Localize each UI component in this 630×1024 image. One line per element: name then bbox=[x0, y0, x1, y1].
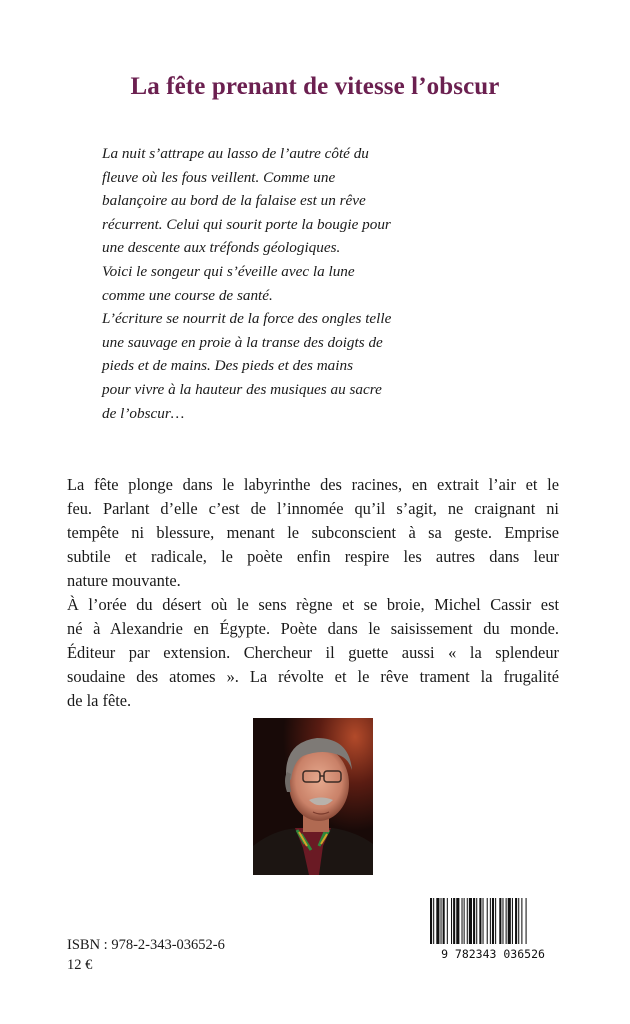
barcode-bar bbox=[467, 898, 468, 944]
barcode-bar bbox=[430, 898, 432, 944]
poem-line: pieds et de mains. Des pieds et des mains bbox=[102, 357, 353, 375]
blurb-line: Éditeur par extension. Chercheur il guette aussi « la splendeur bbox=[67, 643, 559, 662]
back-cover-blurb bbox=[67, 473, 559, 713]
poem-excerpt bbox=[102, 142, 432, 425]
barcode-bar bbox=[443, 898, 445, 944]
barcode-bar bbox=[483, 898, 484, 944]
poem-line: La nuit s’attrape au lasso de l’autre côté du bbox=[102, 145, 369, 162]
poem-line: comme une course de santé. bbox=[102, 286, 273, 304]
poem-line: de l’obscur… bbox=[102, 404, 185, 422]
blurb-line: feu. Parlant d’elle c’est de l’innomée qu’il s’agit, ne craignant ni bbox=[67, 499, 559, 518]
blurb-line: né à Alexandrie en Égypte. Poète dans le saisissement du monde. bbox=[67, 619, 559, 638]
blurb-line: soudaine des atomes ». La révolte et le rêve trament la frugalité bbox=[67, 667, 559, 686]
book-title: La fête prenant de vitesse l’obscur bbox=[130, 73, 500, 100]
poem-line: une descente aux tréfonds géologiques. bbox=[102, 239, 341, 257]
blurb-line: À l’orée du désert où le sens règne et se broie, Michel Cassir est bbox=[67, 595, 559, 614]
barcode-bar bbox=[479, 898, 481, 944]
poem-line: balançoire au bord de la falaise est un rêve bbox=[102, 192, 366, 210]
barcode-bar bbox=[502, 898, 503, 944]
barcode-bar bbox=[512, 898, 513, 944]
barcode-number: 9 782343 036526 bbox=[441, 947, 545, 960]
barcode-bar bbox=[473, 898, 475, 944]
barcode-bar bbox=[521, 898, 522, 944]
poem-line: fleuve où les fous veillent. Comme une bbox=[102, 168, 336, 186]
barcode-bar bbox=[490, 898, 491, 944]
barcode bbox=[426, 898, 560, 960]
barcode-bar bbox=[499, 898, 501, 944]
blurb-line: tempête ni blessure, menant le subconscient à sa geste. Emprise bbox=[67, 523, 559, 542]
price-text: 12 € bbox=[67, 957, 93, 973]
barcode-bar bbox=[515, 898, 517, 944]
barcode-bar bbox=[495, 898, 496, 944]
barcode-bar bbox=[469, 898, 472, 944]
poem-line: Voici le songeur qui s’éveille avec la lune bbox=[102, 262, 355, 280]
barcode-bar bbox=[451, 898, 452, 944]
barcode-bar bbox=[464, 898, 465, 944]
barcode-bar bbox=[453, 898, 455, 944]
barcode-bar bbox=[436, 898, 439, 944]
author-photo bbox=[253, 718, 373, 875]
poem-line: une sauvage en proie à la transe des doigts de bbox=[102, 333, 383, 351]
poem-line: récurrent. Celui qui sourit porte la bougie pour bbox=[102, 215, 391, 233]
barcode-bar bbox=[487, 898, 488, 944]
barcode-bar bbox=[476, 898, 477, 944]
blurb-line: de la fête. bbox=[67, 691, 132, 710]
blurb-line: La fête plonge dans le labyrinthe des racines, en extrait l’air et le bbox=[67, 475, 559, 494]
barcode-bar bbox=[441, 898, 442, 944]
blurb-line: nature mouvante. bbox=[67, 571, 181, 590]
barcode-bar bbox=[506, 898, 507, 944]
barcode-bar bbox=[462, 898, 463, 944]
barcode-bar bbox=[526, 898, 527, 944]
poem-line: pour vivre à la hauteur des musiques au sacre bbox=[102, 380, 382, 398]
poem-line: L’écriture se nourrit de la force des ongles telle bbox=[102, 310, 392, 328]
isbn-price-block bbox=[67, 935, 225, 975]
barcode-bar bbox=[508, 898, 511, 944]
barcode-bar bbox=[456, 898, 459, 944]
blurb-line: subtile et radicale, le poète enfin respire les autres dans leur bbox=[67, 547, 559, 566]
barcode-bar bbox=[433, 898, 434, 944]
barcode-bar bbox=[492, 898, 494, 944]
barcode-bar bbox=[518, 898, 519, 944]
isbn-text: ISBN : 978-2-343-03652-6 bbox=[67, 937, 225, 953]
barcode-bar bbox=[447, 898, 448, 944]
